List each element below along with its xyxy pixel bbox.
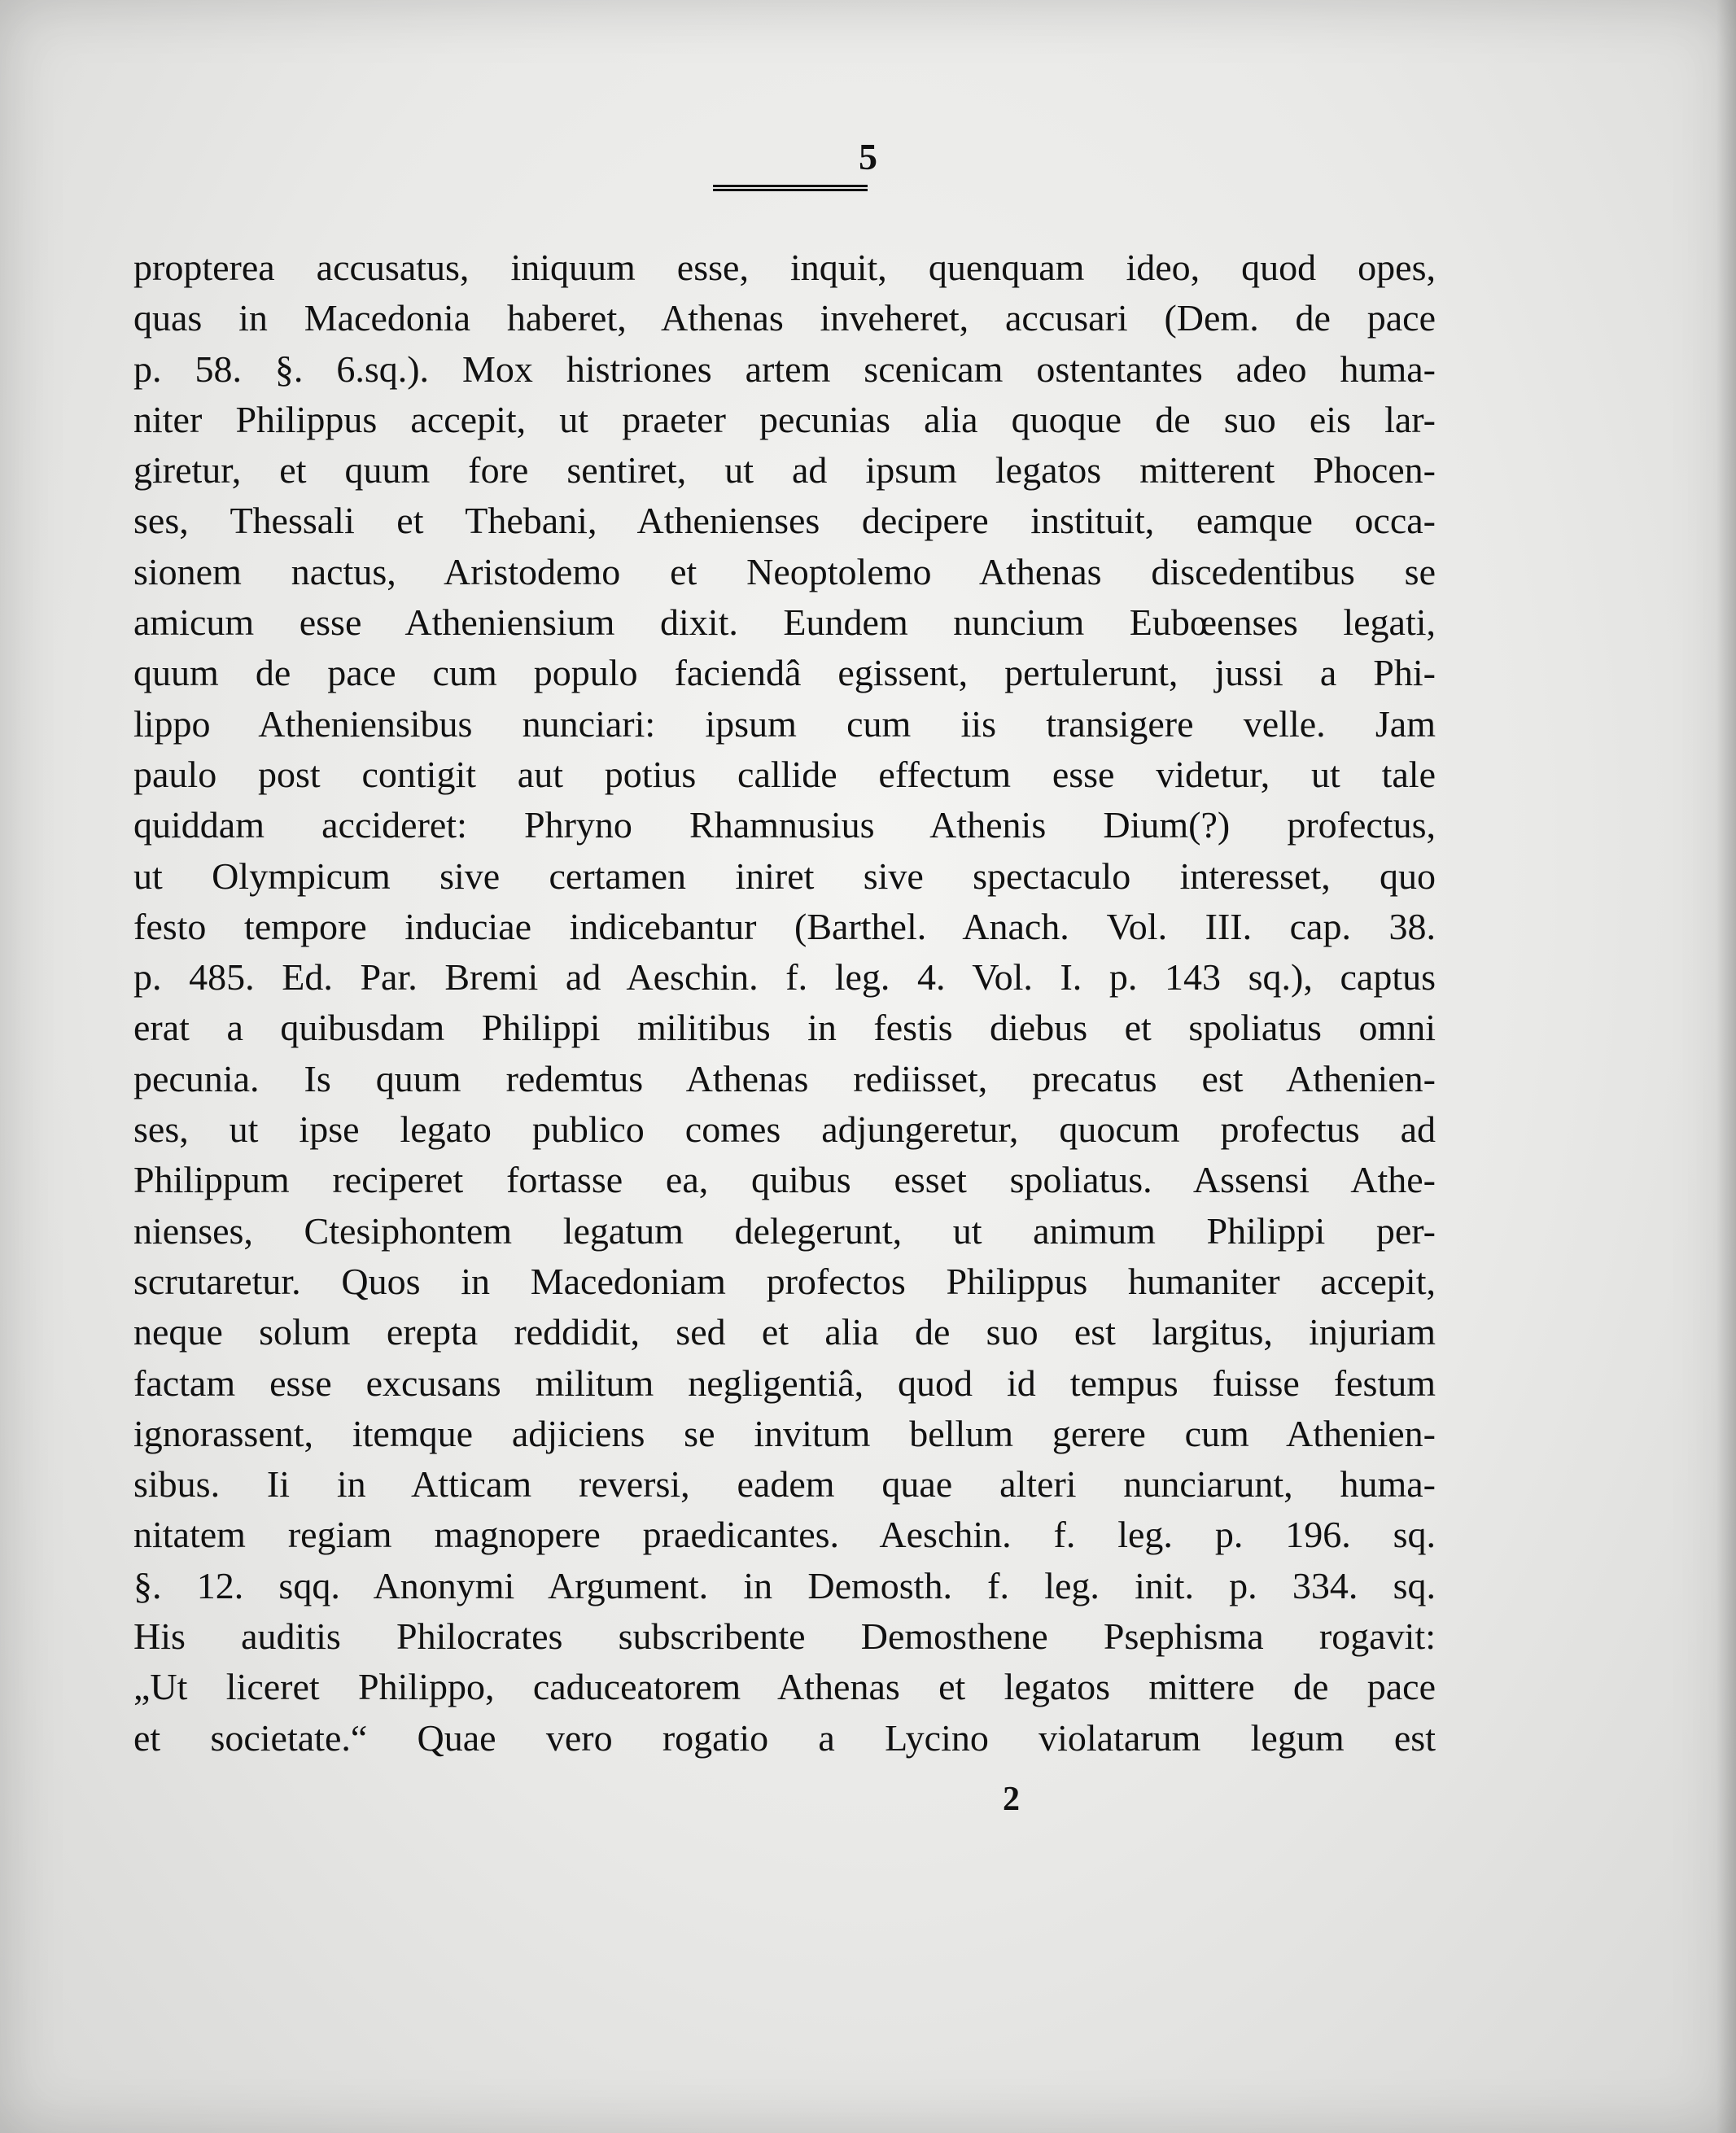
text-line: ses, Thessali et Thebani, Athenienses decipere instituit, eamque occa- [133,500,1436,542]
text-line: „Ut liceret Philippo, caduceatorem Athenas et legatos mittere de pace [133,1666,1436,1708]
page-number: 5 [859,136,877,177]
text-line: paulo post contigit aut potius callide effectum esse videtur, ut tale [133,753,1436,795]
text-line: et societate.“ Quae vero rogatio a Lycino violatarum legum est [133,1716,1436,1759]
text-line: pecunia. Is quum redemtus Athenas rediisset, precatus est Athenien- [133,1057,1436,1099]
text-line: sionem nactus, Aristodemo et Neoptolemo Athenas discedentibus se [133,550,1436,592]
text-line: propterea accusatus, iniquum esse, inquit, quenquam ideo, quod opes, [133,247,1436,288]
text-line: sibus. Ii in Atticam reversi, eadem quae alteri nunciarunt, huma- [133,1463,1436,1506]
text-line: quum de pace cum populo faciendâ egissent, pertulerunt, jussi a Phi- [133,652,1436,694]
page-edge-shadow [1716,0,1736,2133]
text-line: niter Philippus accepit, ut praeter pecunias alia quoque de suo eis lar- [133,398,1436,440]
text-line: factam esse excusans militum negligentiâ, quod id tempus fuisse festum [133,1362,1436,1404]
text-line: quiddam accideret: Phryno Rhamnusius Athenis Dium(?) profectus, [133,804,1436,846]
signature-mark: 2 [1003,1781,1020,1818]
text-line: Philippum reciperet fortasse ea, quibus esset spoliatus. Assensi Athe- [133,1159,1436,1201]
text-line: nitatem regiam magnopere praedicantes. Aeschin. f. leg. p. 196. sq. [133,1514,1436,1556]
text-line: erat a quibusdam Philippi militibus in festis diebus et spoliatus omni [133,1007,1436,1049]
text-line: p. 58. §. 6.sq.). Mox histriones artem scenicam ostentantes adeo huma- [133,347,1436,390]
header-double-rule [713,185,868,191]
text-line: §. 12. sqq. Anonymi Argument. in Demosth. f. leg. init. p. 334. sq. [133,1564,1436,1606]
text-line: neque solum erepta reddidit, sed et alia de suo est largitus, injuriam [133,1311,1436,1353]
text-line: amicum esse Atheniensium dixit. Eundem nuncium Eubœenses legati, [133,601,1436,644]
body-text [133,243,1436,1764]
text-line: scrutaretur. Quos in Macedoniam profectos Philippus humaniter accepit, [133,1260,1436,1302]
text-line: quas in Macedonia haberet, Athenas inveheret, accusari (Dem. de pace [133,297,1436,339]
text-line: ses, ut ipse legato publico comes adjungeretur, quocum profectus ad [133,1108,1436,1151]
text-line: p. 485. Ed. Par. Bremi ad Aeschin. f. leg. 4. Vol. I. p. 143 sq.), captus [133,956,1436,999]
text-line: nienses, Ctesiphontem legatum delegerunt, ut animum Philippi per- [133,1209,1436,1252]
text-line: ut Olympicum sive certamen iniret sive spectaculo interesset, quo [133,855,1436,897]
text-line: His auditis Philocrates subscribente Demosthene Psephisma rogavit: [133,1615,1436,1658]
text-line: festo tempore induciae indicebantur (Barthel. Anach. Vol. III. cap. 38. [133,905,1436,947]
text-line: ignorassent, itemque adjiciens se invitum bellum gerere cum Athenien- [133,1412,1436,1454]
text-line: lippo Atheniensibus nunciari: ipsum cum iis transigere velle. Jam [133,702,1436,745]
text-line: giretur, et quum fore sentiret, ut ad ipsum legatos mitterent Phocen- [133,449,1436,492]
